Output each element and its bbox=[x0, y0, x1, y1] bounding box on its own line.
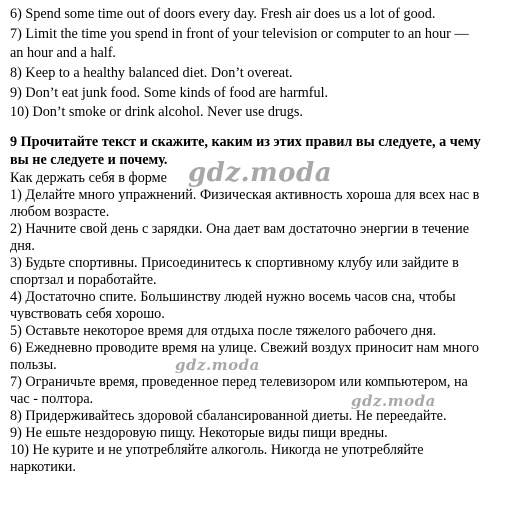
translation-line: 8) Придерживайтесь здоровой сбалансированной диеты. Не переедайте. bbox=[10, 408, 447, 424]
translation-line: 5) Оставьте некоторое время для отдыха после тяжелого рабочего дня. bbox=[10, 323, 437, 339]
translation-line: любом возрасте. bbox=[10, 204, 110, 220]
translation-line: 2) Начните свой день с зарядки. Она дает вам достаточно энергии в течение bbox=[10, 221, 470, 237]
translation-line: 10) Не курите и не употребляйте алкоголь. Никогда не употребляйте bbox=[10, 442, 424, 458]
english-rule-7-continued: an hour and a half. bbox=[10, 45, 116, 61]
translation-heading: Как держать себя в форме bbox=[10, 170, 167, 186]
translation-line: 3) Будьте спортивны. Присоединитесь к спортивному клубу или зайдите в bbox=[10, 255, 459, 271]
task-instruction-line-2: вы не следуете и почему. bbox=[10, 152, 168, 168]
english-rule-8: 8) Keep to a healthy balanced diet. Don’t overeat. bbox=[10, 65, 293, 81]
translation-line: 6) Ежедневно проводите время на улице. Свежий воздух приносит нам много bbox=[10, 340, 479, 356]
translation-line: дня. bbox=[10, 238, 35, 254]
translation-line: 9) Не ешьте нездоровую пищу. Некоторые виды пищи вредны. bbox=[10, 425, 388, 441]
translation-line: наркотики. bbox=[10, 459, 76, 475]
english-rule-10: 10) Don’t smoke or drink alcohol. Never use drugs. bbox=[10, 104, 303, 120]
translation-line: 7) Ограничьте время, проведенное перед телевизором или компьютером, на bbox=[10, 374, 468, 390]
translation-line: спортзал и поработайте. bbox=[10, 272, 157, 288]
translation-line: час - полтора. bbox=[10, 391, 94, 407]
translation-line: 1) Делайте много упражнений. Физическая активность хороша для всех нас в bbox=[10, 187, 480, 203]
translation-line: 4) Достаточно спите. Большинству людей нужно восемь часов сна, чтобы bbox=[10, 289, 456, 305]
task-instruction-line-1: 9 Прочитайте текст и скажите, каким из этих правил вы следуете, а чему bbox=[10, 134, 481, 150]
english-rule-7: 7) Limit the time you spend in front of your television or computer to an hour — bbox=[10, 26, 469, 42]
watermark-small: gdz.moda bbox=[351, 392, 436, 410]
watermark-small: gdz.moda bbox=[175, 356, 260, 374]
translation-line: пользы. bbox=[10, 357, 57, 373]
watermark-large: gdz.moda bbox=[188, 158, 333, 188]
english-rule-6: 6) Spend some time out of doors every day. Fresh air does us a lot of good. bbox=[10, 6, 436, 22]
english-rule-9: 9) Don’t eat junk food. Some kinds of food are harmful. bbox=[10, 85, 329, 101]
translation-line: чувствовать себя хорошо. bbox=[10, 306, 165, 322]
